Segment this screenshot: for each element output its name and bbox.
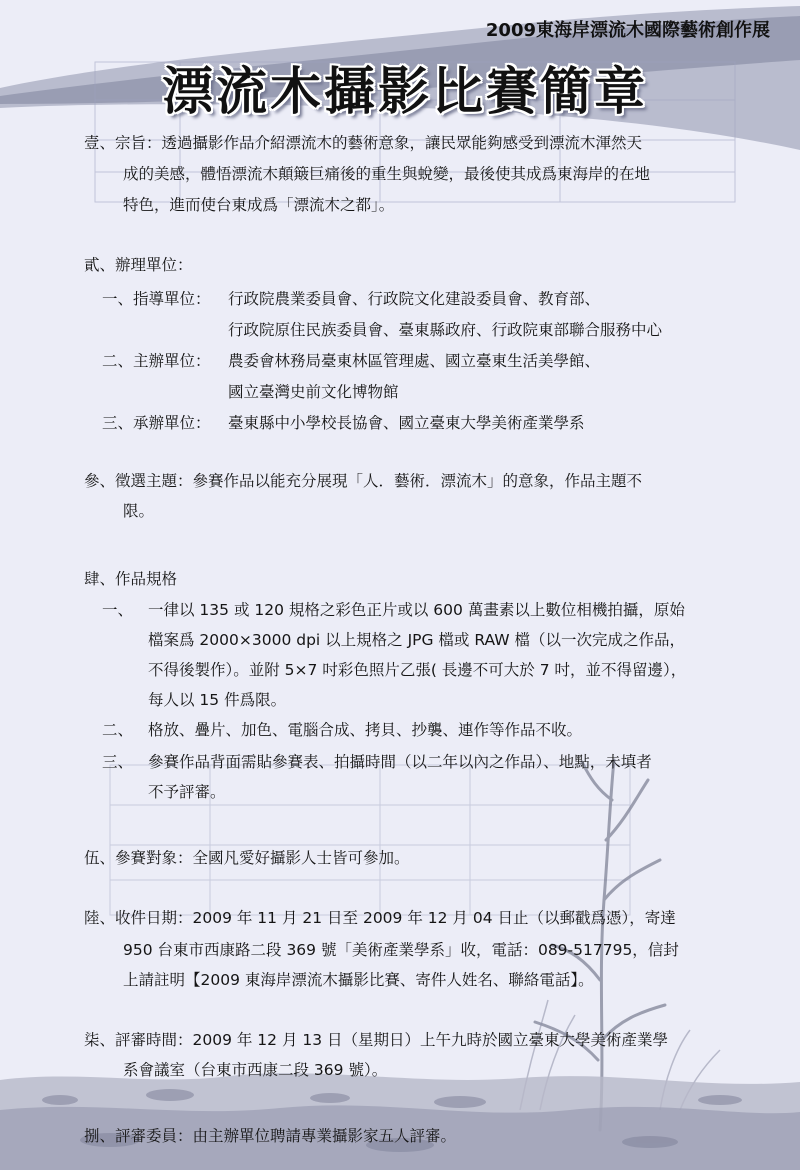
theme-line-2: 限。 [123, 502, 155, 520]
exhibition-header: 2009東海岸漂流木國際藝術創作展 [485, 20, 770, 41]
spec-item-1-line-3: 不得後製作）。並附 5×7 吋彩色照片乙張( 長邊不可大於 7 吋，並不得留邊）， [148, 661, 687, 679]
spec-item-2-line-1: 格放、疊片、加色、電腦合成、拷貝、抄襲、連作等作品不收。 [148, 721, 583, 739]
submission-line-1: 陸、收件日期：2009 年 11 月 21 日至 2009 年 12 月 04 日止（以郵戳爲憑），寄達 [84, 909, 676, 927]
judging-time-line-1: 柒、評審時間：2009 年 12 月 13 日（星期日）上午九時於國立臺東大學美術產業學 [84, 1031, 669, 1049]
spec-item-1-line-2: 檔案爲 2000×3000 dpi 以上規格之 JPG 檔或 RAW 檔（以一次完成之作品， [148, 631, 686, 649]
judges-line: 捌、評審委員：由主辦單位聘請專業攝影家五人評審。 [84, 1127, 457, 1145]
spec-item-1-label: 一、 [102, 601, 134, 619]
spec-heading: 肆、作品規格 [84, 570, 178, 588]
spec-item-1-line-4: 每人以 15 件爲限。 [148, 691, 287, 709]
guiding-unit-line-1: 行政院農業委員會、行政院文化建設委員會、教育部、 [228, 290, 601, 308]
spec-item-2-label: 二、 [102, 721, 134, 739]
spec-item-3-line-1: 參賽作品背面需貼參賽表、拍攝時間（以二年以內之作品）、地點，未填者 [148, 753, 652, 771]
host-unit-line-2: 國立臺灣史前文化博物館 [228, 383, 399, 401]
submission-line-3: 上請註明【2009 東海岸漂流木攝影比賽、寄件人姓名、聯絡電話】。 [123, 971, 594, 989]
spec-item-3-label: 三、 [102, 753, 134, 771]
eligibility-line: 伍、參賽對象：全國凡愛好攝影人士皆可參加。 [84, 849, 410, 867]
host-unit-line-1: 農委會林務局臺東林區管理處、國立臺東生活美學館、 [228, 352, 601, 370]
theme-line-1: 參、徵選主題：參賽作品以能充分展現「人．藝術．漂流木」的意象，作品主題不 [84, 472, 643, 490]
organizer-unit-line-1: 臺東縣中小學校長協會、國立臺東大學美術產業學系 [228, 414, 585, 432]
guiding-unit-line-2: 行政院原住民族委員會、臺東縣政府、行政院東部聯合服務中心 [228, 321, 663, 339]
guiding-unit-label: 一、指導單位： [102, 290, 211, 308]
submission-line-2: 950 台東市西康路二段 369 號「美術產業學系」收，電話：089-517795，信封 [123, 941, 679, 959]
page-title: 漂流木攝影比賽簡章 [161, 63, 648, 122]
spec-item-3-line-2: 不予評審。 [148, 783, 226, 801]
organizer-unit-label: 三、承辦單位： [102, 414, 211, 432]
purpose-line-3: 特色，進而使台東成爲「漂流木之都」。 [123, 196, 395, 214]
purpose-line-1: 壹、宗旨：透過攝影作品介紹漂流木的藝術意象，讓民眾能夠感受到漂流木渾然天 [84, 134, 643, 152]
host-unit-label: 二、主辦單位： [102, 352, 211, 370]
purpose-line-2: 成的美感，體悟漂流木顛簸巨痛後的重生與蛻變，最後使其成爲東海岸的在地 [123, 165, 651, 183]
judging-time-line-2: 系會議室（台東市西康二段 369 號）。 [123, 1061, 388, 1079]
spec-item-1-line-1: 一律以 135 或 120 規格之彩色正片或以 600 萬畫素以上數位相機拍攝，原始 [148, 601, 685, 619]
organizers-heading: 貳、辦理單位： [84, 256, 193, 274]
